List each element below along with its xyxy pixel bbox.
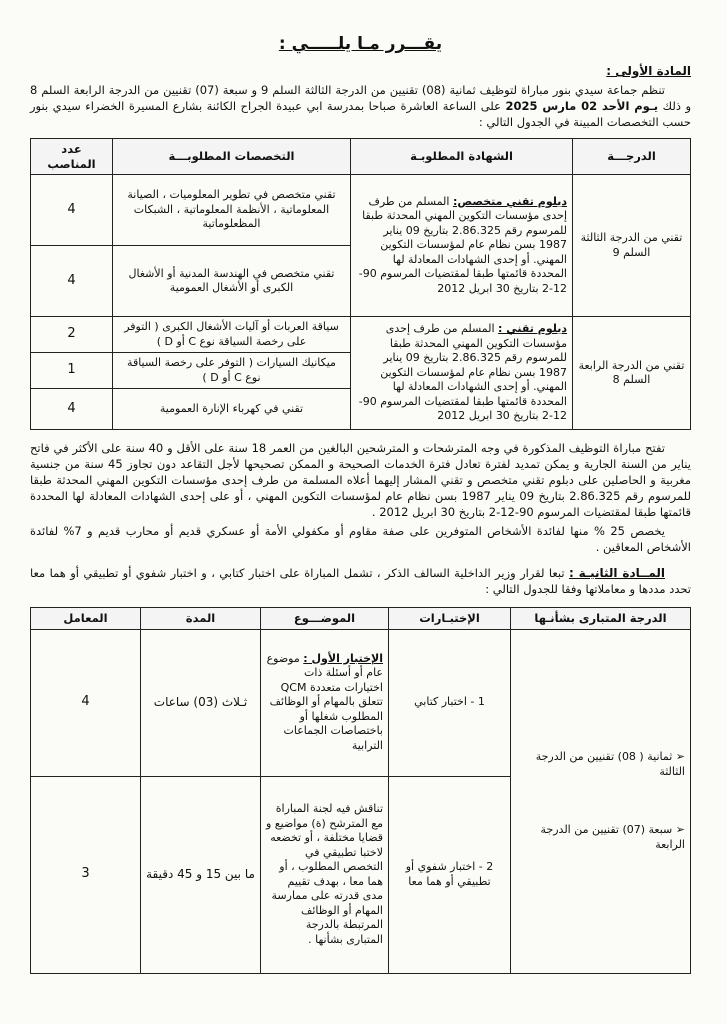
exam-coef-cell: 4 <box>31 629 141 776</box>
article2-intro-text: تبعا لقرار وزير الداخلية السالف الذكر ، تشمل المباراة على اختبار كتابي ، و اختبار شفوي أو تطبيقي أو هما معا تحدد مددها و معاملاتها وفقا للجدول التالي : <box>30 566 691 596</box>
grade3-cert-text: المسلم من طرف إحدى مؤسسات التكوين المهني المحدثة طبقا للمرسوم رقم 2.86.325 بتاريخ 09 يناير 1987 بسن نظام عام لمؤسسات التكوين المهني. أو إحدى الشهادات المعادلة لها المحددة قائمتها طبقا لمقتضيات المرسوم 90-12-2 بتاريخ 30 ابريل 2012 <box>358 194 567 295</box>
count-cell: 4 <box>31 175 113 246</box>
list-item: ➢ ثمانية ( 08) تقنيين من الدرجة الثالثة <box>535 750 685 778</box>
article2-heading: المــادة الثانيـة : <box>568 566 666 580</box>
specialty-cell: تقني متخصص في الهندسة المدنية أو الأشغال الكبرى أو الأشغال العمومية <box>113 246 351 317</box>
article1-intro-part2: على الساعة العاشرة صباحا بمدرسة ابي عبيدة الجراح الكائنة بشارع المسيرة الخضراء سيدي بنور حسب التخصصات المبينة في الجدول التالي : <box>30 99 691 129</box>
grade-item-label: سبعة (07) تقنيين من الدرجة الرابعة <box>540 823 685 851</box>
article1-heading: المادة الأولى : <box>606 64 691 78</box>
article1-intro <box>30 82 691 130</box>
decision-title: يقـــرر مـا يلـــــي : <box>278 34 443 54</box>
header-positions-count: عدد المناصب <box>31 139 113 175</box>
exams-table-header <box>31 608 691 630</box>
article1-intro-date: يـوم الأحد 02 مارس 2025 <box>505 99 659 113</box>
exam-subject-cell <box>261 629 389 776</box>
header-exams: الإختبـارات <box>389 608 511 630</box>
article2-intro <box>30 565 691 597</box>
exam-type-cell: 2 - اختبار شفوي أو تطبيقي أو هما معا <box>389 776 511 973</box>
article1-intro-part1: تنظم جماعة سيدي بنور مباراة لتوظيف ثمانية (08) تقنيين من الدرجة الثالثة السلم 9 و سبعة (07) تقنيين من الدرجة الرابعة السلم 8 و ذلك <box>30 83 692 113</box>
exam-duration-cell: ثـلاث (03) ساعات <box>141 629 261 776</box>
table-row <box>31 629 691 776</box>
specialty-cell: تقني في كهرباء الإنارة العمومية <box>113 389 351 430</box>
header-coefficient: المعامل <box>31 608 141 630</box>
header-subject: الموضـــوع <box>261 608 389 630</box>
grade3-certificate-cell <box>351 175 573 317</box>
header-certificate: الشهادة المطلوبـة <box>351 139 573 175</box>
count-cell: 1 <box>31 353 113 389</box>
positions-table <box>30 138 691 430</box>
positions-table-header <box>31 139 691 175</box>
eligibility-paragraph: تفتح مباراة التوظيف المذكورة في وجه المترشحات و المترشحين البالغين من العمر 18 سنة على الأقل و 40 سنة على الأكثر في فاتح يناير من السنة الجارية و يمكن تمديد لفترة تعادل فترة الخدمات الصحيحة و الممكن تصحيحها لأجل التقاعد دون تجاوز 45 سنة من جنسية مغربية و الحاصلين على دبلوم تقني متخصص و تقني المشار إليهما أعلاه المسلمة من طرف إحدى مؤسسات التكوين المهني المحدثة طبقا للمرسوم رقم 2.86.325 بتاريخ 09 يناير 1987 بسن نظام عام لمؤسسات التكوين المهني ، أو على إحدى الشهادات المعادلة لها المحددة قائمتها طبقا لمقتضيات المرسوم 90-12-2 بتاريخ 30 ابريل 2012 . <box>30 441 691 519</box>
specialty-cell: ميكانيك السيارات ( التوفر على رخصة السياقة نوع C أو D ) <box>113 353 351 389</box>
table-row <box>31 175 691 246</box>
exam-grades-cell <box>511 629 691 973</box>
header-grade: الدرجـــة <box>573 139 691 175</box>
exams-table <box>30 607 691 974</box>
exam-coef-cell: 3 <box>31 776 141 973</box>
count-cell: 4 <box>31 389 113 430</box>
grade4-certificate-cell <box>351 317 573 430</box>
count-cell: 2 <box>31 317 113 353</box>
header-specialties: التخصصات المطلوبـــة <box>113 139 351 175</box>
count-cell: 4 <box>31 246 113 317</box>
grade4-cert-title: ديلوم تقني : <box>498 322 567 336</box>
exam-duration-cell: ما بين 15 و 45 دقيقة <box>141 776 261 973</box>
grade4-cell: تقني من الدرجة الرابعة السلم 8 <box>573 317 691 430</box>
table-row <box>31 317 691 353</box>
exam-type-cell: 1 - اختبار كتابي <box>389 629 511 776</box>
exam1-subject-title: الإختبار الأول : <box>303 651 383 665</box>
header-grade: الدرجة المتبارى بشأنـها <box>511 608 691 630</box>
grade-item-label: ثمانية ( 08) تقنيين من الدرجة الثالثة <box>535 750 685 778</box>
specialty-cell: تقني متخصص في تطوير المعلوميات ، الصيانة المعلوماتية ، الأنظمة المعلوماتية ، الشبكات المظعلوماتية <box>113 175 351 246</box>
exam1-subject-text: موضوع عام أو أسئلة ذات اختيارات متعددة QCM تتعلق بالمهام أو الوظائف المطلوب شغلها أو باختصاصات الجماعات الترابية <box>266 651 383 752</box>
exam-subject-cell: تناقش فيه لجنة المباراة مع المترشح (ة) مواضيع و قضايا مختلفة ، أو تخضعه لاختبا تطبيقي في التخصص المطلوب ، أو هما معا ، بهدف تقييم مدى قدرته على ممارسة المهام أو الوظائف المرتبطة بالدرجة المتبارى بشأنها . <box>261 776 389 973</box>
header-duration: المدة <box>141 608 261 630</box>
list-item: ➢ سبعة (07) تقنيين من الدرجة الرابعة <box>540 823 685 851</box>
grade3-cert-title: ديلوم تقني متخصص: <box>452 194 567 208</box>
grade4-cert-text: المسلم من طرف إحدى مؤسسات التكوين المهني المحدثة طبقا للمرسوم رقم 2.86.325 بتاريخ 09 يناير 1987 بسن نظام عام لمؤسسات التكوين المهني. أو إحدى الشهادات المعادلة لها المحددة قائمتها طبقا لمقتضيات المرسوم 90-12-2 بتاريخ 30 ابريل 2012 <box>358 322 567 423</box>
quota-paragraph: يخصص 25 % منها لفائدة الأشخاص المتوفرين على صفة مقاوم أو مكفولي الأمة أو عسكري قديم أو محارب قديم و 7% لفائدة الأشخاص المعاقين . <box>30 524 691 554</box>
specialty-cell: سياقة العربات أو آليات الأشغال الكبرى ( التوفر على رخصة السياقة نوع C أو D ) <box>113 317 351 353</box>
grade3-cell: تقني من الدرجة الثالثة السلم 9 <box>573 175 691 317</box>
